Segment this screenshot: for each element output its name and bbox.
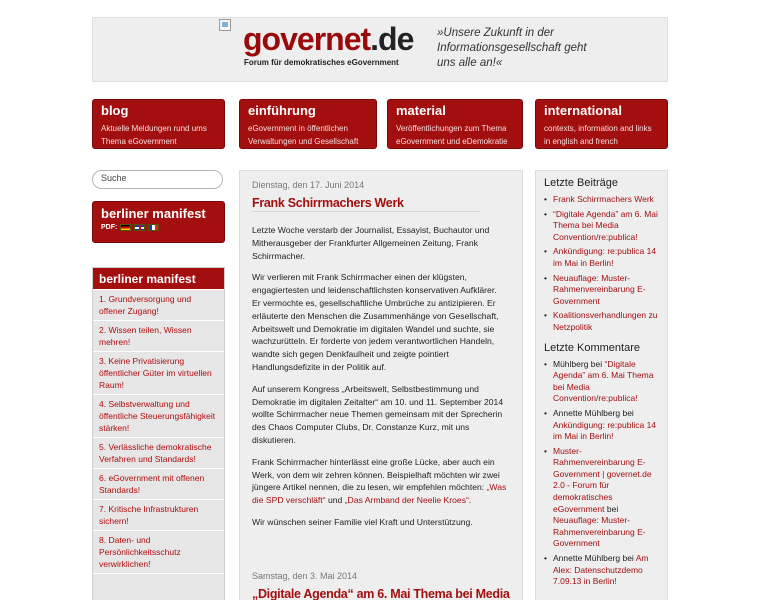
nav-einfuehrung-desc: eGovernment in öffentlichen Verwaltungen und Gesellschaft [248, 124, 359, 146]
nav-einfuehrung[interactable] [239, 99, 377, 149]
nav-material-desc: Veröffentlichungen zum Thema eGovernment und eDemokratie [396, 124, 508, 146]
pdf-label: PDF: [101, 224, 118, 231]
post-date: Dienstag, den 17. Juni 2014 [252, 180, 365, 190]
recent-comments-list [544, 359, 659, 588]
manifest-item-label: 3. Keine Privatisierung öffentlicher Güter im virtuellen Raum! [99, 356, 212, 390]
manifest-list-header: berliner manifest [93, 268, 224, 290]
site-header [92, 17, 668, 82]
main-content [239, 170, 523, 600]
site-tagline: Forum für demokratisches eGovernment [244, 58, 399, 67]
french-flag-icon[interactable] [148, 224, 159, 231]
post-text: . [468, 495, 472, 506]
post-paragraph: Wir wünschen seiner Familie viel Kraft und Unterstützung. [252, 516, 473, 527]
nav-international[interactable] [535, 99, 668, 149]
article-link-armband[interactable]: „Das Armband der Neelie Kroes“ [344, 495, 469, 506]
post-title[interactable]: Frank Schirrmachers Werk [252, 196, 404, 210]
recent-comment-item [544, 446, 659, 550]
comment-author: Annette Mühlberg [553, 407, 621, 418]
nav-einfuehrung-title: einführung [248, 103, 316, 118]
manifest-item-label: 7. Kritische Infrastrukturen sichern! [99, 504, 199, 526]
manifest-item[interactable] [93, 321, 224, 352]
manifest-item-label: 6. eGovernment mit offenen Standards! [99, 473, 205, 495]
article-link-spd[interactable]: „Was die SPD verschläft“ [252, 482, 507, 506]
nav-blog[interactable] [92, 99, 225, 149]
berliner-manifest-box[interactable] [92, 201, 225, 243]
comment-post-link[interactable]: Am Alex: Datenschutzdemo 7.09.13 in Berlin! [553, 553, 649, 587]
pdf-row [101, 224, 216, 231]
comment-sep: bei [604, 503, 619, 514]
recent-comment-item [544, 359, 659, 405]
title-divider [252, 211, 480, 212]
recent-post-link[interactable]: Neuauflage: Muster-Rahmenvereinbarung E-Government [553, 272, 646, 306]
recent-post-link[interactable]: “Digitale Agenda” am 6. Mai Thema bei Media Convention/re:publica! [553, 208, 658, 242]
post-paragraph: Auf unserem Kongress „Arbeitswelt, Selbstbestimmung und Demokratie im digitalen Zeitalter“ am 10. und 11. September 2014 wollte Schirrmacher neue Themen gemeinsam mit der Sprecherin des Chaos Computer Clubs, Dr. Constanze Kurz, mit uns diskutieren. [252, 383, 504, 445]
nav-international-desc: contexts, information and links in english and french [544, 124, 652, 146]
site-logo[interactable] [243, 22, 413, 56]
recent-post-link[interactable]: Frank Schirrmachers Werk [553, 194, 654, 204]
nav-international-title: international [544, 103, 623, 118]
comment-author-link[interactable]: Muster-Rahmenvereinbarung E-Government | governet.de 2.0 - Forum für demokratisches eGovernment [553, 445, 652, 514]
post-title[interactable]: „Digitale Agenda“ am 6. Mai Thema bei Media [252, 587, 510, 600]
manifest-item[interactable] [93, 438, 224, 469]
manifest-item[interactable] [93, 290, 224, 321]
logo-main: governet [243, 21, 371, 57]
recent-posts-heading: Letzte Beiträge [544, 177, 618, 189]
comment-post-link[interactable]: Ankündigung: re:publica 14 im Mai in Berlin! [553, 419, 657, 442]
nav-material-title: material [396, 103, 446, 118]
recent-comments-heading: Letzte Kommentare [544, 341, 640, 354]
recent-post-item [544, 310, 659, 333]
recent-post-link[interactable]: Ankündigung: re:publica 14 im Mai in Berlin! [553, 246, 657, 268]
manifest-item-label: 1. Grundversorgung und offener Zugang! [99, 294, 192, 316]
post-date: Samstag, den 3. Mai 2014 [252, 571, 358, 581]
nav-blog-desc: Aktuelle Meldungen rund ums Thema eGovernment [101, 124, 207, 146]
comment-sep: bei [588, 358, 605, 369]
recent-post-item [544, 246, 659, 269]
manifest-item[interactable] [93, 469, 224, 500]
manifest-item-label: 2. Wissen teilen, Wissen mehren! [99, 325, 192, 347]
comment-post-link[interactable]: “Digitale Agenda” am 6. Mai Thema bei Media Convention/re:publica! [553, 358, 654, 404]
right-sidebar [535, 170, 668, 600]
comment-author: Mühlberg [553, 358, 589, 369]
recent-comment-item [544, 408, 659, 443]
broken-image-icon [219, 19, 231, 31]
manifest-item-label: 8. Daten- und Persönlichkeitsschutz verwirklichen! [99, 535, 181, 569]
recent-posts-list [544, 194, 659, 334]
post-text: und [325, 495, 345, 506]
search-input[interactable]: Suche [92, 170, 223, 189]
manifest-box-title: berliner manifest [101, 206, 206, 221]
recent-post-link[interactable]: Koalitionsverhandlungen zu Netzpolitik [553, 310, 658, 332]
comment-post-link[interactable]: Neuauflage: Muster-Rahmenvereinbarung E-Government [553, 515, 646, 549]
manifest-item[interactable] [93, 352, 224, 395]
nav-blog-title: blog [101, 103, 129, 118]
nav-material[interactable] [387, 99, 523, 149]
manifest-item-label: 4. Selbstverwaltung und öffentliche Steuerungsfähigkeit stärken! [99, 399, 216, 433]
post-text: Frank Schirrmacher hinterlässt eine große Lücke, aber auch ein Werk, von dem wir zehren können. Beispielhaft möchten wir zwei jüngere Artikel nennen, die zu lesen, wir empfehlen möchten: [252, 456, 500, 493]
comment-author: Annette Mühlberg [553, 553, 621, 564]
comment-sep: bei [620, 553, 636, 564]
manifest-item[interactable] [93, 500, 224, 531]
comment-sep: bei [620, 407, 634, 418]
post-body [252, 224, 507, 538]
german-flag-icon[interactable] [120, 224, 131, 231]
recent-post-item [544, 273, 659, 308]
manifest-item[interactable] [93, 531, 224, 574]
manifest-item[interactable] [93, 395, 224, 438]
logo-tld: .de [370, 21, 414, 57]
recent-comment-item [544, 553, 659, 588]
recent-post-item [544, 194, 659, 206]
manifest-item-label: 5. Verlässliche demokratische Verfahren und Standards! [99, 442, 212, 464]
recent-post-item [544, 209, 659, 244]
post-paragraph: Letzte Woche verstarb der Journalist, Essayist, Buchautor und Mitherausgeber der Frankfurter Allgemeinen Zeitung, Frank Schirrmacher. [252, 225, 490, 261]
site-slogan: »Unsere Zukunft in der Informationsgesellschaft geht uns alle an!« [437, 27, 587, 69]
uk-flag-icon[interactable] [134, 224, 145, 231]
post-paragraph: Wir verlieren mit Frank Schirrmacher einen der klügsten, engagiertesten und leidenschaftlichsten konservativen Aufklärer. Er vermochte es, gesellschaftliche Umbrüche zu antizipieren. Er erläuterte den Menschen die Zusammenhänge von Gesellschaft, Arbeitswelt und Demokratie im digitalen Wandel und suchte, sie wachzurütteln. Er forderte von jedem verantwortlichen Handeln, wandte sich gegen Denkfaulheit und zeigte pointiert Handlungsdefizite in der Politik auf. [252, 272, 499, 372]
manifest-list [92, 267, 225, 600]
post-paragraph [252, 456, 507, 507]
